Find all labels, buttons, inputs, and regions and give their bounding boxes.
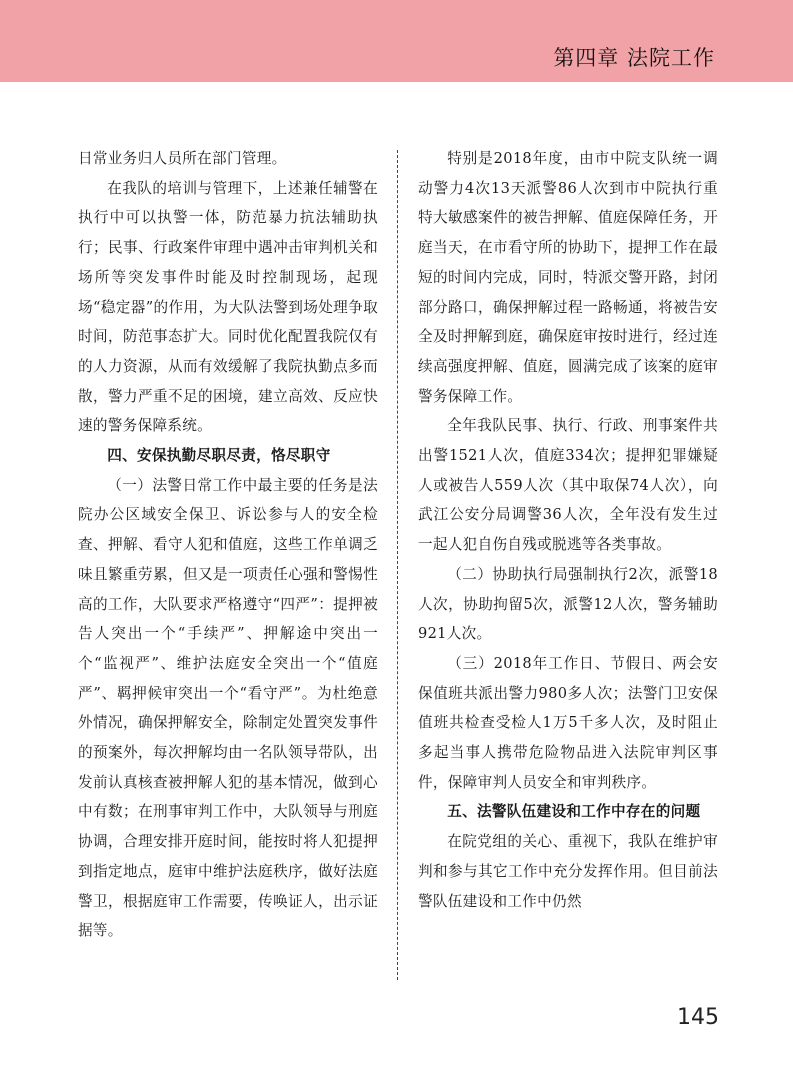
paragraph: （二）协助执行局强制执行2次，派警18人次，协助拘留5次，派警12人次，警务辅助921人次。 [418, 565, 718, 643]
paragraph: 在我队的培训与管理下，上述兼任辅警在执行中可以执警一体，防范暴力抗法辅助执行；民事、行政案件审理中遇冲击审判机关和场所等突发事件时能及时控制现场，起现场“稳定器”的作用，为大队法警到场处理争取时间，防范事态扩大。同时优化配置我院仅有的人力资源，从而有效缓解了我院执勤点多而散，警力严重不足的困境，建立高效、反应快速的警务保障系统。 [78, 179, 378, 435]
section-heading: 五、法警队伍建设和工作中存在的问题 [447, 803, 701, 821]
chapter-title: 第四章 法院工作 [553, 46, 715, 70]
paragraph: 在院党组的关心、重视下，我队在维护审判和参与其它工作中充分发挥作用。但目前法警队伍建设和工作中仍然 [418, 833, 718, 910]
paragraph: 特别是2018年度，由市中院支队统一调动警力4次13天派警86人次到市中院执行重特大敏感案件的被告押解、值庭保障任务，开庭当天，在市看守所的协助下，提押工作在最短的时间内完成，同时，特派交警开路，封闭部分路口，确保押解过程一路畅通，将被告安全及时押解到庭，确保庭审按时进行，经过连续高强度押解、值庭，圆满完成了该案的庭审警务保障工作。 [418, 150, 718, 405]
section-heading: 四、安保执勤尽职尽责，恪尽职守 [107, 447, 331, 465]
column-divider [397, 150, 398, 980]
paragraph: 日常业务归人员所在部门管理。 [78, 150, 287, 167]
right-column [418, 144, 718, 916]
page-number: 145 [677, 1005, 719, 1030]
left-column [78, 144, 378, 946]
paragraph: （一）法警日常工作中最主要的任务是法院办公区域安全保卫、诉讼参与人的安全检查、押解、看守人犯和值庭，这些工作单调乏味且繁重劳累，但又是一项责任心强和警惕性高的工作，大队要求严格遵守“四严”：提押被告人突出一个“手续严”、押解途中突出一个“监视严”、维护法庭安全突出一个“值庭严”、羁押候审突出一个“看守严”。为杜绝意外情况，确保押解安全，除制定处置突发事件的预案外，每次押解均由一名队领导带队，出发前认真核查被押解人犯的基本情况，做到心中有数；在刑事审判工作中，大队领导与刑庭协调，合理安排开庭时间，能按时将人犯提押到指定地点，庭审中维护法庭秩序，做好法庭警卫，根据庭审工作需要，传唤证人，出示证据等。 [78, 476, 378, 940]
paragraph: （三）2018年工作日、节假日、两会安保值班共派出警力980多人次；法警门卫安保值班共检查受检人1万5千多人次，及时阻止多起当事人携带危险物品进入法院审判区事件，保障审判人员安全和审判秩序。 [418, 654, 718, 791]
paragraph: 全年我队民事、执行、行政、刑事案件共出警1521人次，值庭334次；提押犯罪嫌疑人或被告人559人次（其中取保74人次），向武江公安分局调警36人次，全年没有发生过一起人犯自伤自残或脱逃等各类事故。 [418, 417, 718, 554]
